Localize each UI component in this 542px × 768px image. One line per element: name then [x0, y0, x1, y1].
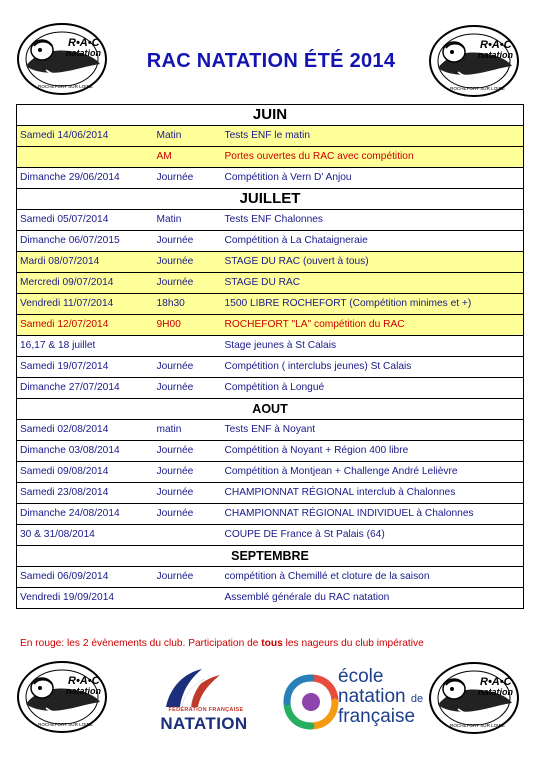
ecole-natation-logo — [283, 660, 428, 752]
ecole-line2-main: natation — [338, 686, 406, 707]
ecole-line3: française — [338, 706, 416, 727]
ecole-line2 — [338, 687, 430, 706]
event-date: Vendredi 19/09/2014 — [17, 588, 154, 609]
event-row — [17, 294, 524, 315]
rac-logo-top-left — [16, 22, 108, 96]
event-description: Compétition ( interclubs jeunes) St Calais — [222, 357, 524, 378]
event-description: Compétition à Longué — [222, 378, 524, 399]
event-row — [17, 315, 524, 336]
logo-bottom-text: natation — [66, 686, 101, 696]
month-label: AOUT — [17, 399, 524, 420]
event-row — [17, 168, 524, 189]
event-time: Journée — [154, 378, 222, 399]
event-description: Compétition à La Chataigneraie — [222, 231, 524, 252]
event-row — [17, 378, 524, 399]
rac-logo-top-right — [428, 24, 520, 98]
event-date: Dimanche 24/08/2014 — [17, 504, 154, 525]
ffn-name: NATATION — [160, 714, 248, 733]
event-time: Matin — [154, 126, 222, 147]
rac-logo-bottom-left — [16, 660, 108, 734]
event-row — [17, 483, 524, 504]
event-row — [17, 567, 524, 588]
event-date: Samedi 12/07/2014 — [17, 315, 154, 336]
event-time: Journée — [154, 567, 222, 588]
event-row — [17, 231, 524, 252]
logo-top-text: R•A•C — [68, 37, 100, 49]
event-row — [17, 147, 524, 168]
event-time — [154, 336, 222, 357]
event-row — [17, 504, 524, 525]
rac-logo-bottom-right — [428, 661, 520, 735]
event-date: Samedi 05/07/2014 — [17, 210, 154, 231]
logo-ring-text: ROCHEFORT SUR LOIRE — [38, 84, 93, 89]
event-time: Journée — [154, 462, 222, 483]
event-date — [17, 147, 154, 168]
event-date: Samedi 02/08/2014 — [17, 420, 154, 441]
logo-ring-text: ROCHEFORT SUR LOIRE — [450, 723, 505, 728]
event-time: 18h30 — [154, 294, 222, 315]
event-time: Journée — [154, 273, 222, 294]
month-header — [17, 105, 524, 126]
event-description: Compétition à Noyant + Région 400 libre — [222, 441, 524, 462]
event-description: STAGE DU RAC — [222, 273, 524, 294]
event-row — [17, 357, 524, 378]
schedule-table — [16, 104, 524, 609]
logo-top-text: R•A•C — [480, 676, 512, 688]
event-description: Compétition à Montjean + Challenge André Lelièvre — [222, 462, 524, 483]
footnote-text-end: les nageurs du club impérative — [282, 638, 424, 649]
event-time — [154, 525, 222, 546]
event-date: Dimanche 27/07/2014 — [17, 378, 154, 399]
event-row — [17, 273, 524, 294]
ecole-line1: école — [338, 666, 384, 687]
event-time: Journée — [154, 357, 222, 378]
event-description: Tests ENF à Noyant — [222, 420, 524, 441]
event-date: 30 & 31/08/2014 — [17, 525, 154, 546]
event-time: Journée — [154, 231, 222, 252]
event-row — [17, 126, 524, 147]
event-row — [17, 462, 524, 483]
ecole-line2-small: de — [410, 693, 424, 705]
logo-ring-text: ROCHEFORT SUR LOIRE — [38, 722, 93, 727]
event-row — [17, 525, 524, 546]
month-label: SEPTEMBRE — [17, 546, 524, 567]
event-description: Tests ENF Chalonnes — [222, 210, 524, 231]
event-description: Compétition à Vern D' Anjou — [222, 168, 524, 189]
event-date: Dimanche 29/06/2014 — [17, 168, 154, 189]
ecole-swirl-icon — [283, 674, 339, 730]
event-description: ROCHEFORT "LA" compétition du RAC — [222, 315, 524, 336]
event-row — [17, 588, 524, 609]
event-date: Samedi 06/09/2014 — [17, 567, 154, 588]
event-time: 9H00 — [154, 315, 222, 336]
event-date: Samedi 23/08/2014 — [17, 483, 154, 504]
event-time: Journée — [154, 441, 222, 462]
ffn-subtitle: FÉDÉRATION FRANÇAISE — [168, 707, 244, 713]
footnote-bold: tous — [261, 638, 283, 649]
event-description: Tests ENF le matin — [222, 126, 524, 147]
event-time: Journée — [154, 483, 222, 504]
event-date: Samedi 09/08/2014 — [17, 462, 154, 483]
event-row — [17, 336, 524, 357]
logo-ring-text: ROCHEFORT SUR LOIRE — [450, 86, 505, 91]
event-description: compétition à Chemillé et cloture de la saison — [222, 567, 524, 588]
event-row — [17, 441, 524, 462]
logo-bottom-text: natation — [478, 50, 513, 60]
event-time: AM — [154, 147, 222, 168]
event-time: Journée — [154, 252, 222, 273]
logo-bottom-text: natation — [66, 48, 101, 58]
ffn-natation-logo — [146, 667, 256, 749]
event-row — [17, 252, 524, 273]
ecole-text — [338, 667, 430, 726]
month-label: JUIN — [17, 105, 524, 126]
event-time: Journée — [154, 504, 222, 525]
event-time: matin — [154, 420, 222, 441]
event-row — [17, 210, 524, 231]
event-date: Samedi 14/06/2014 — [17, 126, 154, 147]
event-date: Samedi 19/07/2014 — [17, 357, 154, 378]
page-title: RAC NATATION ÉTÉ 2014 — [146, 50, 396, 72]
event-row — [17, 420, 524, 441]
event-description: COUPE DE France à St Palais (64) — [222, 525, 524, 546]
event-date: Dimanche 03/08/2014 — [17, 441, 154, 462]
event-description: CHAMPIONNAT RÉGIONAL interclub à Chalonnes — [222, 483, 524, 504]
event-description: Stage jeunes à St Calais — [222, 336, 524, 357]
event-time — [154, 588, 222, 609]
event-date: 16,17 & 18 juillet — [17, 336, 154, 357]
logo-top-text: R•A•C — [68, 675, 100, 687]
event-description: STAGE DU RAC (ouvert à tous) — [222, 252, 524, 273]
event-description: 1500 LIBRE ROCHEFORT (Compétition minimes et +) — [222, 294, 524, 315]
event-date: Mardi 08/07/2014 — [17, 252, 154, 273]
logo-top-text: R•A•C — [480, 39, 512, 51]
event-description: Portes ouvertes du RAC avec compétition — [222, 147, 524, 168]
schedule-body — [17, 105, 524, 609]
event-time: Journée — [154, 168, 222, 189]
footnote-text: En rouge: les 2 évènements du club. Participation de — [20, 638, 262, 649]
event-description: Assemblé générale du RAC natation — [222, 588, 524, 609]
event-description: CHAMPIONNAT RÉGIONAL INDIVIDUEL à Chalonnes — [222, 504, 524, 525]
footnote — [20, 638, 520, 649]
event-date: Vendredi 11/07/2014 — [17, 294, 154, 315]
event-time: Matin — [154, 210, 222, 231]
month-header — [17, 189, 524, 210]
event-date: Dimanche 06/07/2015 — [17, 231, 154, 252]
month-label: JUILLET — [17, 189, 524, 210]
month-header — [17, 546, 524, 567]
logo-bottom-text: natation — [478, 687, 513, 697]
event-date: Mercredi 09/07/2014 — [17, 273, 154, 294]
month-header — [17, 399, 524, 420]
